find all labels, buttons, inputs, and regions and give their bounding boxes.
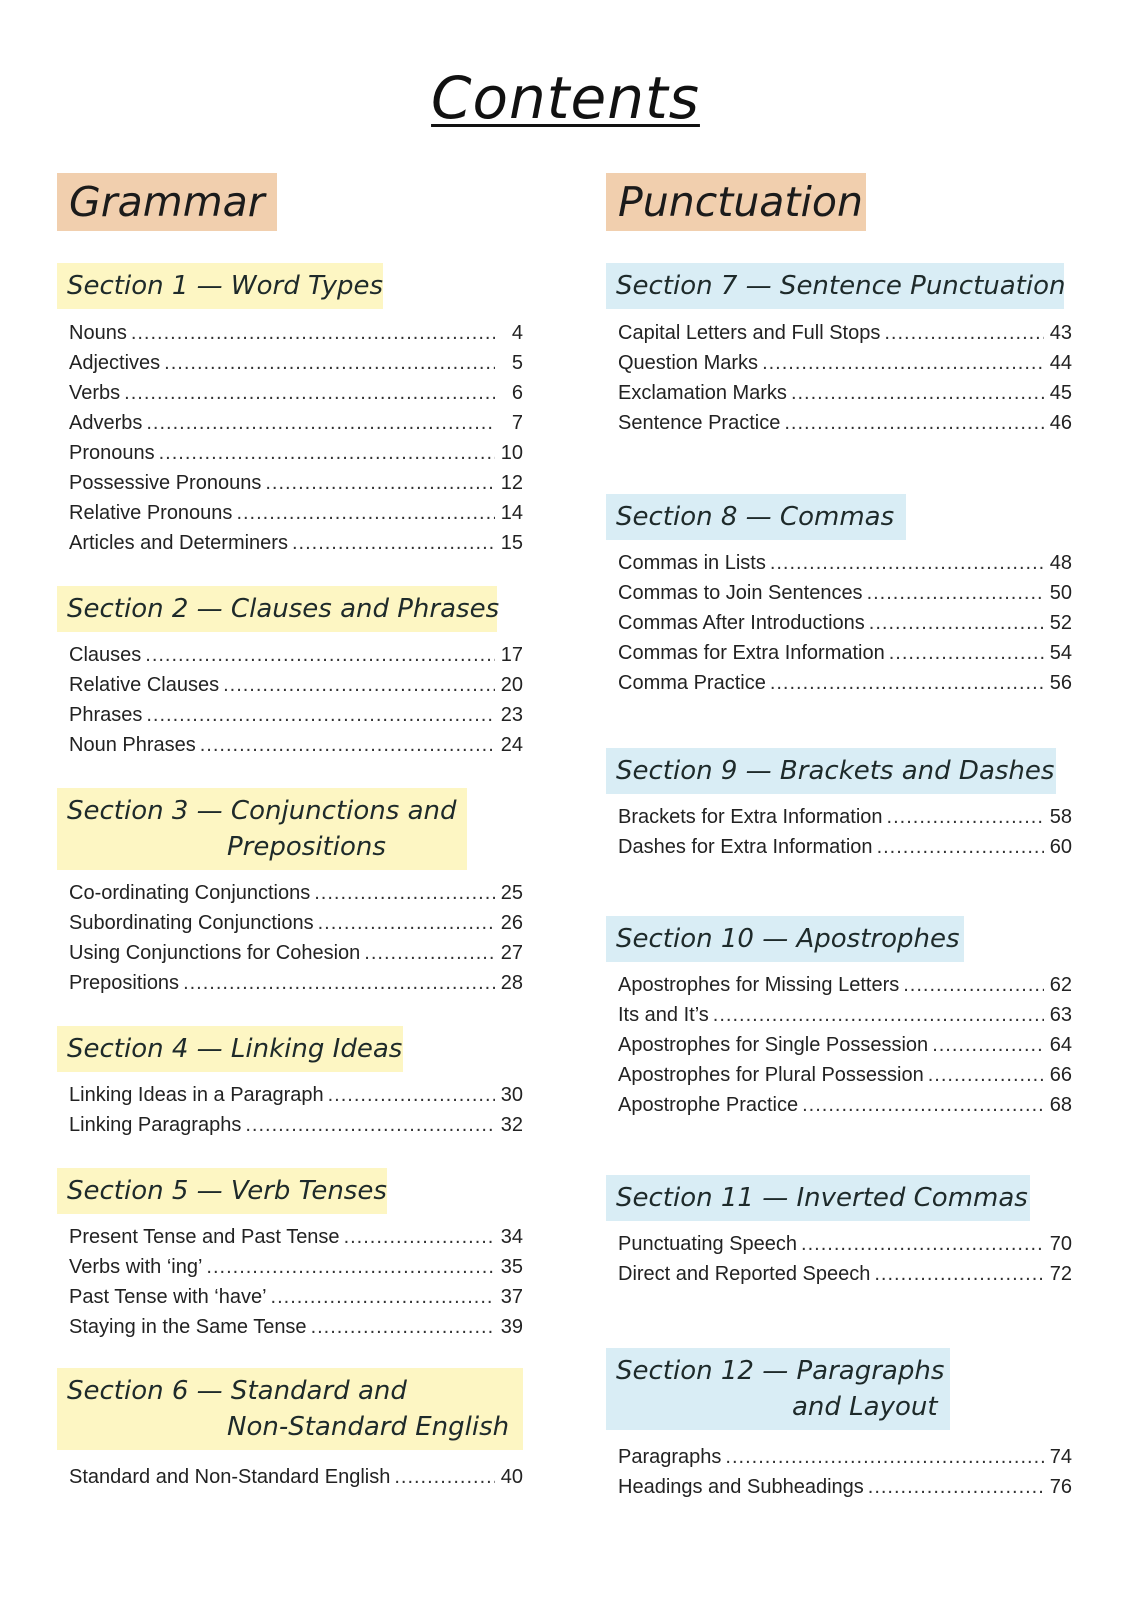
leader-dots [791, 378, 1044, 408]
toc-entry[interactable] [69, 468, 523, 498]
toc-label: Pronouns [69, 442, 155, 464]
toc-label: Prepositions [69, 972, 180, 994]
section-title-line2: Prepositions [227, 832, 386, 862]
section-heading [57, 788, 467, 870]
toc-entry[interactable] [618, 548, 1072, 578]
leader-dots [762, 348, 1044, 378]
toc-label: Clauses [69, 644, 142, 666]
toc-list [69, 318, 523, 558]
section-title: Section 12 — Paragraphs [616, 1356, 945, 1386]
grammar-heading: Grammar [57, 173, 277, 231]
toc-entry[interactable] [69, 878, 523, 908]
toc-label: Commas to Join Sentences [618, 582, 863, 604]
toc-page: 28 [500, 972, 523, 994]
section-title: Section 5 — Verb Tenses [67, 1176, 387, 1206]
toc-label: Punctuating Speech [618, 1233, 798, 1255]
toc-page: 4 [511, 322, 523, 344]
toc-label: Paragraphs [618, 1446, 722, 1468]
toc-entry[interactable] [69, 1222, 523, 1252]
section-heading [606, 748, 1056, 794]
leader-dots [394, 1462, 495, 1492]
leader-dots [292, 528, 495, 558]
leader-dots [344, 1222, 495, 1252]
toc-label: Adjectives [69, 352, 161, 374]
toc-label: Staying in the Same Tense [69, 1316, 307, 1338]
leader-dots [146, 700, 495, 730]
toc-label: Direct and Reported Speech [618, 1263, 871, 1285]
leader-dots [311, 1312, 495, 1342]
leader-dots [884, 318, 1044, 348]
toc-entry[interactable] [618, 802, 1072, 832]
toc-label: Apostrophe Practice [618, 1094, 799, 1116]
toc-label: Using Conjunctions for Cohesion [69, 942, 361, 964]
toc-entry[interactable] [618, 378, 1072, 408]
section-title: Section 4 — Linking Ideas [67, 1034, 403, 1064]
section-heading [57, 1168, 387, 1214]
toc-label: Subordinating Conjunctions [69, 912, 314, 934]
toc-label: Capital Letters and Full Stops [618, 322, 881, 344]
leader-dots [206, 1252, 495, 1282]
toc-entry[interactable] [69, 528, 523, 558]
section-title: Section 6 — Standard and [67, 1376, 407, 1406]
leader-dots [868, 1472, 1044, 1502]
toc-entry[interactable] [618, 668, 1072, 698]
toc-label: Verbs [69, 382, 121, 404]
toc-page: 48 [1049, 552, 1072, 574]
toc-entry[interactable] [69, 1252, 523, 1282]
leader-dots [713, 1000, 1044, 1030]
toc-page: 60 [1049, 836, 1072, 858]
toc-label: Apostrophes for Missing Letters [618, 974, 900, 996]
toc-page: 27 [500, 942, 523, 964]
leader-dots [887, 802, 1044, 832]
leader-dots [770, 668, 1044, 698]
toc-entry[interactable] [69, 1282, 523, 1312]
section-heading [57, 1368, 523, 1450]
toc-entry[interactable] [618, 970, 1072, 1000]
toc-page: 30 [500, 1084, 523, 1106]
leader-dots [802, 1090, 1044, 1120]
toc-page: 40 [500, 1466, 523, 1488]
toc-label: Possessive Pronouns [69, 472, 262, 494]
toc-entry[interactable] [69, 968, 523, 998]
toc-list [69, 640, 523, 760]
toc-label: Articles and Determiners [69, 532, 288, 554]
toc-label: Relative Clauses [69, 674, 220, 696]
leader-dots [784, 408, 1044, 438]
toc-entry[interactable] [618, 348, 1072, 378]
leader-dots [318, 908, 495, 938]
toc-entry[interactable] [618, 638, 1072, 668]
toc-list [69, 1462, 523, 1492]
toc-page: 20 [500, 674, 523, 696]
toc-entry[interactable] [69, 348, 523, 378]
section-title: Section 7 — Sentence Punctuation [616, 271, 1066, 301]
toc-page: 62 [1049, 974, 1072, 996]
section-title: Section 1 — Word Types [67, 271, 384, 301]
toc-page: 50 [1049, 582, 1072, 604]
toc-entry[interactable] [69, 1312, 523, 1342]
leader-dots [200, 730, 495, 760]
toc-page: 10 [500, 442, 523, 464]
toc-entry[interactable] [69, 938, 523, 968]
toc-entry[interactable] [69, 640, 523, 670]
toc-label: Exclamation Marks [618, 382, 787, 404]
section-heading [606, 1175, 1030, 1221]
leader-dots [874, 1259, 1044, 1289]
toc-page: 25 [500, 882, 523, 904]
toc-page: 74 [1049, 1446, 1072, 1468]
toc-entry[interactable] [618, 1030, 1072, 1060]
toc-page: 43 [1049, 322, 1072, 344]
section-title-line2: and Layout [792, 1392, 938, 1422]
toc-entry[interactable] [69, 408, 523, 438]
toc-label: Comma Practice [618, 672, 766, 694]
toc-label: Headings and Subheadings [618, 1476, 864, 1498]
toc-entry[interactable] [69, 378, 523, 408]
leader-dots [928, 1060, 1044, 1090]
toc-label: Noun Phrases [69, 734, 196, 756]
toc-entry[interactable] [69, 1110, 523, 1140]
toc-page: 58 [1049, 806, 1072, 828]
toc-entry[interactable] [69, 1080, 523, 1110]
section-heading [57, 586, 500, 632]
leader-dots [245, 1110, 495, 1140]
section-heading [57, 1026, 403, 1072]
section-heading [57, 263, 383, 309]
toc-list [618, 1229, 1072, 1289]
leader-dots [801, 1229, 1044, 1259]
toc-page: 23 [500, 704, 523, 726]
toc-page: 35 [500, 1256, 523, 1278]
toc-page: 37 [500, 1286, 523, 1308]
toc-list [618, 548, 1072, 698]
leader-dots [159, 438, 495, 468]
toc-page: 39 [500, 1316, 523, 1338]
toc-label: Brackets for Extra Information [618, 806, 883, 828]
leader-dots [124, 378, 495, 408]
toc-label: Commas in Lists [618, 552, 766, 574]
toc-page: 56 [1049, 672, 1072, 694]
toc-list [618, 802, 1072, 862]
toc-entry[interactable] [69, 730, 523, 760]
leader-dots [265, 468, 495, 498]
toc-entry[interactable] [69, 318, 523, 348]
toc-label: Verbs with ‘ing’ [69, 1256, 203, 1278]
leader-dots [877, 832, 1044, 862]
leader-dots [770, 548, 1044, 578]
toc-label: Linking Paragraphs [69, 1114, 242, 1136]
toc-entry[interactable] [69, 1462, 523, 1492]
toc-label: Co-ordinating Conjunctions [69, 882, 311, 904]
toc-label: Phrases [69, 704, 143, 726]
toc-page: 70 [1049, 1233, 1072, 1255]
section-title: Section 9 — Brackets and Dashes [616, 756, 1055, 786]
toc-list [618, 318, 1072, 438]
toc-entry[interactable] [618, 1259, 1072, 1289]
toc-page: 64 [1049, 1034, 1072, 1056]
leader-dots [146, 408, 495, 438]
toc-label: Linking Ideas in a Paragraph [69, 1084, 324, 1106]
toc-page: 68 [1049, 1094, 1072, 1116]
toc-page: 54 [1049, 642, 1072, 664]
leader-dots [869, 608, 1044, 638]
toc-page: 15 [500, 532, 523, 554]
page-title: Contents [431, 64, 700, 132]
leader-dots [725, 1442, 1044, 1472]
toc-entry[interactable] [618, 1229, 1072, 1259]
section-title: Section 2 — Clauses and Phrases [67, 594, 500, 624]
toc-page: 32 [500, 1114, 523, 1136]
toc-label: Adverbs [69, 412, 143, 434]
toc-page: 52 [1049, 612, 1072, 634]
section-heading [606, 1348, 950, 1430]
toc-page: 24 [500, 734, 523, 756]
toc-list [69, 1080, 523, 1140]
leader-dots [131, 318, 495, 348]
toc-page: 66 [1049, 1064, 1072, 1086]
leader-dots [328, 1080, 495, 1110]
toc-entry[interactable] [618, 1060, 1072, 1090]
toc-label: Sentence Practice [618, 412, 781, 434]
leader-dots [223, 670, 495, 700]
toc-label: Its and It’s [618, 1004, 709, 1026]
toc-page: 46 [1049, 412, 1072, 434]
toc-entry[interactable] [618, 1090, 1072, 1120]
punctuation-heading: Punctuation [606, 173, 866, 231]
toc-page: 34 [500, 1226, 523, 1248]
leader-dots [364, 938, 495, 968]
section-heading [606, 494, 906, 540]
toc-page: 76 [1049, 1476, 1072, 1498]
leader-dots [903, 970, 1044, 1000]
toc-entry[interactable] [69, 498, 523, 528]
toc-page: 6 [511, 382, 523, 404]
toc-label: Nouns [69, 322, 127, 344]
section-heading [606, 916, 964, 962]
toc-entry[interactable] [618, 578, 1072, 608]
leader-dots [236, 498, 495, 528]
section-title: Section 11 — Inverted Commas [616, 1183, 1028, 1213]
toc-page: 7 [511, 412, 523, 434]
toc-entry[interactable] [618, 1000, 1072, 1030]
toc-entry[interactable] [618, 832, 1072, 862]
leader-dots [145, 640, 495, 670]
toc-label: Commas After Introductions [618, 612, 865, 634]
toc-page: 14 [500, 502, 523, 524]
toc-page: 12 [500, 472, 523, 494]
toc-page: 63 [1049, 1004, 1072, 1026]
toc-label: Commas for Extra Information [618, 642, 885, 664]
toc-label: Present Tense and Past Tense [69, 1226, 340, 1248]
toc-page: 26 [500, 912, 523, 934]
section-title: Section 3 — Conjunctions and [67, 796, 457, 826]
toc-page: 45 [1049, 382, 1072, 404]
section-heading [606, 263, 1064, 309]
toc-entry[interactable] [69, 438, 523, 468]
leader-dots [164, 348, 495, 378]
toc-entry[interactable] [618, 408, 1072, 438]
toc-entry[interactable] [618, 1472, 1072, 1502]
leader-dots [867, 578, 1044, 608]
toc-page: 5 [511, 352, 523, 374]
leader-dots [889, 638, 1044, 668]
toc-entry[interactable] [618, 608, 1072, 638]
section-title-line2: Non-Standard English [227, 1412, 510, 1442]
toc-list [618, 970, 1072, 1120]
section-title: Section 8 — Commas [616, 502, 895, 532]
toc-entry[interactable] [618, 1442, 1072, 1472]
toc-list [69, 878, 523, 998]
toc-page: 72 [1049, 1263, 1072, 1285]
toc-page: 44 [1049, 352, 1072, 374]
toc-entry[interactable] [69, 700, 523, 730]
toc-label: Dashes for Extra Information [618, 836, 873, 858]
toc-page: 17 [500, 644, 523, 666]
toc-label: Question Marks [618, 352, 759, 374]
toc-label: Apostrophes for Plural Possession [618, 1064, 924, 1086]
toc-list [618, 1442, 1072, 1502]
section-title: Section 10 — Apostrophes [616, 924, 960, 954]
toc-entry[interactable] [618, 318, 1072, 348]
leader-dots [932, 1030, 1044, 1060]
toc-list [69, 1222, 523, 1342]
toc-entry[interactable] [69, 670, 523, 700]
toc-label: Past Tense with ‘have’ [69, 1286, 267, 1308]
leader-dots [183, 968, 495, 998]
leader-dots [271, 1282, 495, 1312]
toc-entry[interactable] [69, 908, 523, 938]
leader-dots [314, 878, 495, 908]
toc-label: Apostrophes for Single Possession [618, 1034, 929, 1056]
toc-label: Standard and Non-Standard English [69, 1466, 391, 1488]
toc-label: Relative Pronouns [69, 502, 233, 524]
